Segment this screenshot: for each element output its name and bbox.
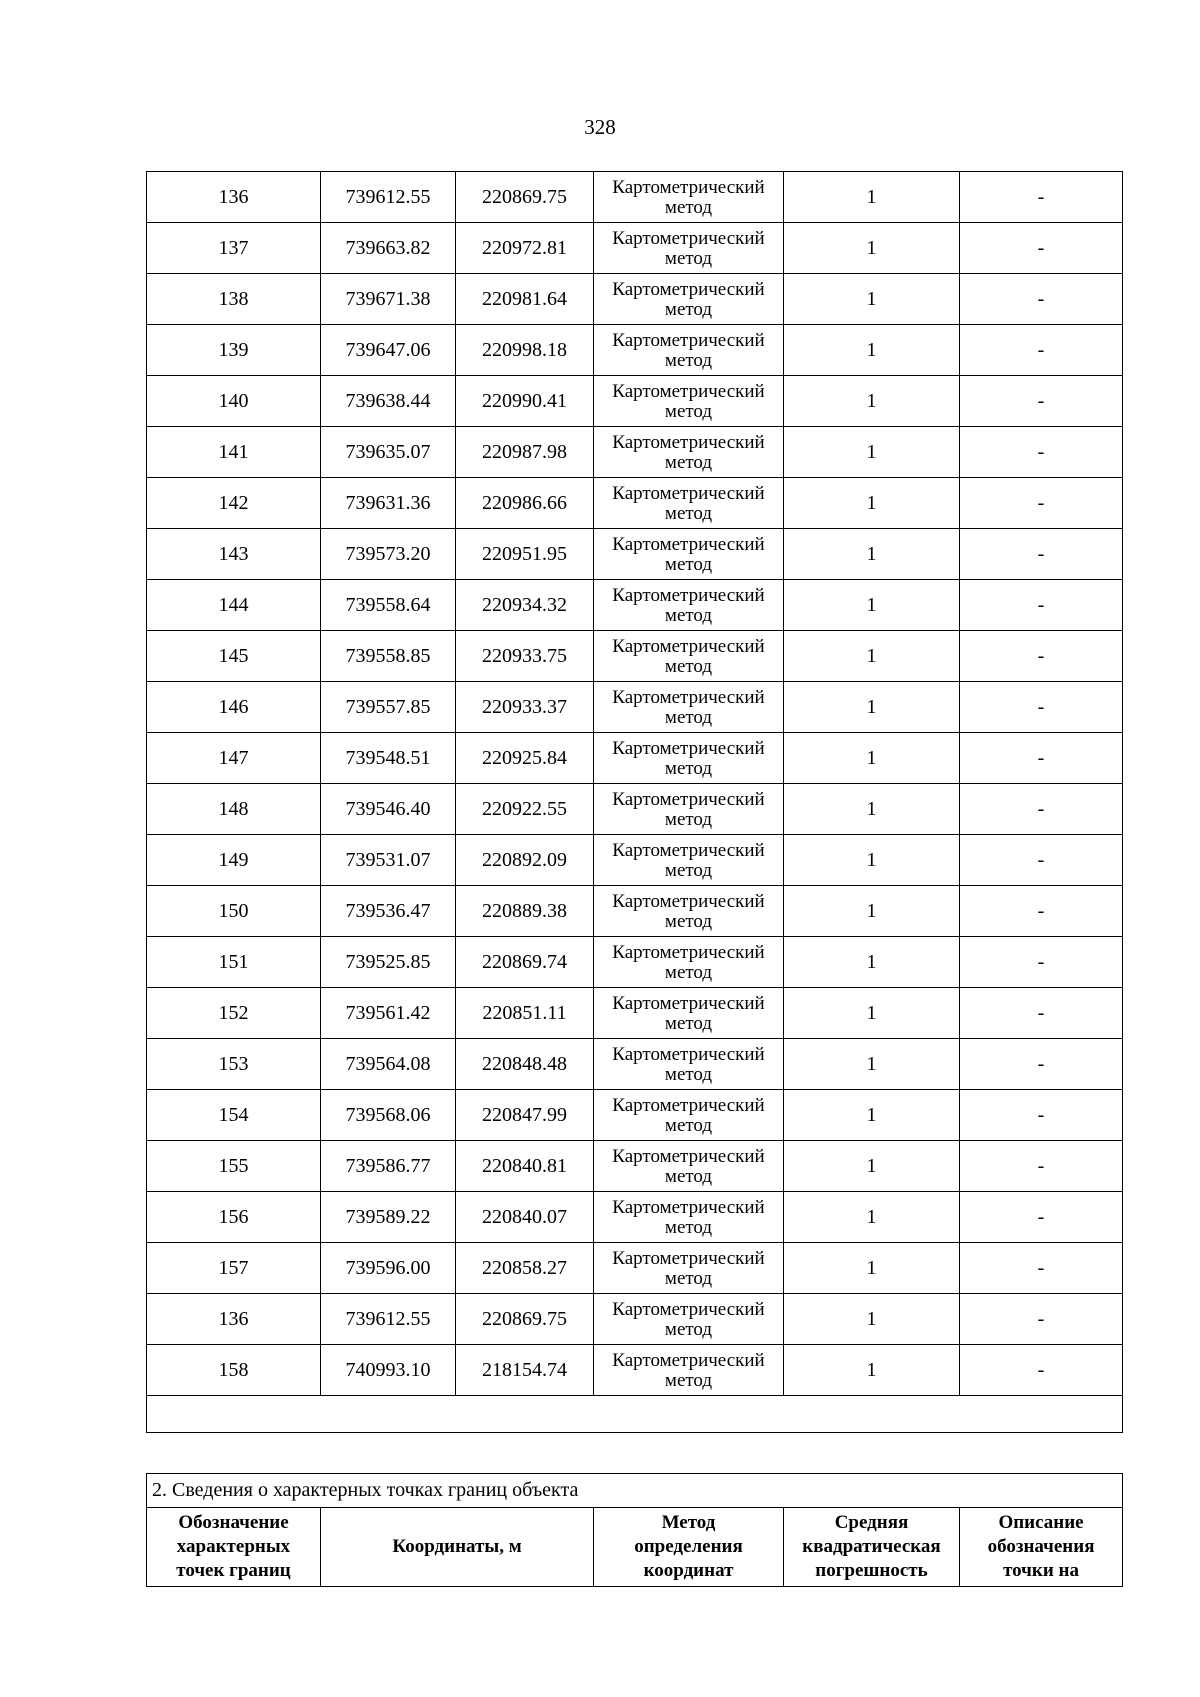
coordinate-y-cell: 220998.18 xyxy=(456,325,594,376)
table-row xyxy=(147,172,1123,223)
coordinate-x-cell: 739647.06 xyxy=(321,325,456,376)
point-number-cell: 147 xyxy=(147,733,321,784)
point-description-cell: - xyxy=(960,1192,1123,1243)
coordinate-y-cell: 220851.11 xyxy=(456,988,594,1039)
point-number-cell: 144 xyxy=(147,580,321,631)
mean-square-error-cell: 1 xyxy=(784,1345,960,1396)
coordinate-y-cell: 220972.81 xyxy=(456,223,594,274)
coordinate-x-cell: 739564.08 xyxy=(321,1039,456,1090)
mean-square-error-cell: 1 xyxy=(784,325,960,376)
table-row xyxy=(147,1141,1123,1192)
coordinate-x-cell: 739638.44 xyxy=(321,376,456,427)
point-description-cell: - xyxy=(960,784,1123,835)
table-row xyxy=(147,376,1123,427)
method-cell: Картометрический метод xyxy=(594,784,784,835)
method-cell: Картометрический метод xyxy=(594,1192,784,1243)
point-description-cell: - xyxy=(960,1345,1123,1396)
mean-square-error-cell: 1 xyxy=(784,427,960,478)
method-cell: Картометрический метод xyxy=(594,1039,784,1090)
point-description-cell: - xyxy=(960,937,1123,988)
coordinate-x-cell: 739546.40 xyxy=(321,784,456,835)
point-description-cell: - xyxy=(960,529,1123,580)
method-cell: Картометрический метод xyxy=(594,682,784,733)
point-description-cell: - xyxy=(960,1243,1123,1294)
coordinate-y-cell: 220892.09 xyxy=(456,835,594,886)
point-description-cell: - xyxy=(960,631,1123,682)
coordinate-x-cell: 739568.06 xyxy=(321,1090,456,1141)
mean-square-error-cell: 1 xyxy=(784,937,960,988)
point-number-cell: 158 xyxy=(147,1345,321,1396)
coordinate-x-cell: 739561.42 xyxy=(321,988,456,1039)
coordinate-y-cell: 220951.95 xyxy=(456,529,594,580)
coordinate-x-cell: 739558.64 xyxy=(321,580,456,631)
method-cell: Картометрический метод xyxy=(594,223,784,274)
table-row xyxy=(147,733,1123,784)
table-row xyxy=(147,274,1123,325)
coordinate-x-cell: 739631.36 xyxy=(321,478,456,529)
section2-table xyxy=(146,1473,1123,1587)
coordinate-y-cell: 220840.07 xyxy=(456,1192,594,1243)
coordinate-y-cell: 220933.37 xyxy=(456,682,594,733)
mean-square-error-cell: 1 xyxy=(784,886,960,937)
method-cell: Картометрический метод xyxy=(594,580,784,631)
mean-square-error-cell: 1 xyxy=(784,172,960,223)
mean-square-error-cell: 1 xyxy=(784,478,960,529)
point-description-cell: - xyxy=(960,835,1123,886)
point-description-cell: - xyxy=(960,376,1123,427)
point-number-cell: 139 xyxy=(147,325,321,376)
coordinate-y-cell: 220869.75 xyxy=(456,172,594,223)
table-row xyxy=(147,325,1123,376)
mean-square-error-cell: 1 xyxy=(784,580,960,631)
point-number-cell: 153 xyxy=(147,1039,321,1090)
point-number-cell: 148 xyxy=(147,784,321,835)
point-description-cell: - xyxy=(960,988,1123,1039)
coordinate-y-cell: 220840.81 xyxy=(456,1141,594,1192)
table-row xyxy=(147,1294,1123,1345)
method-cell: Картометрический метод xyxy=(594,733,784,784)
table-row xyxy=(147,835,1123,886)
header-point-designation: Обозначение характерных точек границ xyxy=(147,1508,321,1587)
point-number-cell: 136 xyxy=(147,1294,321,1345)
section2-title: 2. Сведения о характерных точках границ объекта xyxy=(147,1474,1123,1508)
method-cell: Картометрический метод xyxy=(594,427,784,478)
coordinate-y-cell: 220869.75 xyxy=(456,1294,594,1345)
table-row xyxy=(147,1345,1123,1396)
method-cell: Картометрический метод xyxy=(594,631,784,682)
method-cell: Картометрический метод xyxy=(594,529,784,580)
table-row xyxy=(147,223,1123,274)
mean-square-error-cell: 1 xyxy=(784,1294,960,1345)
coordinate-x-cell: 739548.51 xyxy=(321,733,456,784)
point-description-cell: - xyxy=(960,580,1123,631)
coordinate-y-cell: 220925.84 xyxy=(456,733,594,784)
coordinates-table-body xyxy=(147,172,1123,1433)
table-row xyxy=(147,886,1123,937)
method-cell: Картометрический метод xyxy=(594,835,784,886)
coordinate-y-cell: 220987.98 xyxy=(456,427,594,478)
mean-square-error-cell: 1 xyxy=(784,529,960,580)
mean-square-error-cell: 1 xyxy=(784,1141,960,1192)
point-number-cell: 155 xyxy=(147,1141,321,1192)
mean-square-error-cell: 1 xyxy=(784,988,960,1039)
mean-square-error-cell: 1 xyxy=(784,1039,960,1090)
coordinates-table xyxy=(146,171,1123,1433)
point-number-cell: 137 xyxy=(147,223,321,274)
coordinate-x-cell: 739557.85 xyxy=(321,682,456,733)
coordinate-y-cell: 220981.64 xyxy=(456,274,594,325)
method-cell: Картометрический метод xyxy=(594,376,784,427)
point-number-cell: 138 xyxy=(147,274,321,325)
point-number-cell: 154 xyxy=(147,1090,321,1141)
table-row xyxy=(147,631,1123,682)
coordinate-x-cell: 739531.07 xyxy=(321,835,456,886)
method-cell: Картометрический метод xyxy=(594,1243,784,1294)
table-row xyxy=(147,1192,1123,1243)
header-method: Метод определения координат xyxy=(594,1508,784,1587)
coordinate-y-cell: 220934.32 xyxy=(456,580,594,631)
table-row xyxy=(147,580,1123,631)
coordinate-y-cell: 220848.48 xyxy=(456,1039,594,1090)
method-cell: Картометрический метод xyxy=(594,1294,784,1345)
coordinate-y-cell: 220986.66 xyxy=(456,478,594,529)
method-cell: Картометрический метод xyxy=(594,886,784,937)
point-number-cell: 157 xyxy=(147,1243,321,1294)
coordinate-x-cell: 739586.77 xyxy=(321,1141,456,1192)
coordinate-y-cell: 218154.74 xyxy=(456,1345,594,1396)
table-row xyxy=(147,784,1123,835)
table-row xyxy=(147,1090,1123,1141)
point-number-cell: 146 xyxy=(147,682,321,733)
coordinate-x-cell: 739558.85 xyxy=(321,631,456,682)
mean-square-error-cell: 1 xyxy=(784,631,960,682)
point-number-cell: 151 xyxy=(147,937,321,988)
point-number-cell: 145 xyxy=(147,631,321,682)
point-number-cell: 141 xyxy=(147,427,321,478)
coordinate-x-cell: 739671.38 xyxy=(321,274,456,325)
table-row xyxy=(147,1243,1123,1294)
method-cell: Картометрический метод xyxy=(594,1090,784,1141)
mean-square-error-cell: 1 xyxy=(784,1090,960,1141)
table-row xyxy=(147,937,1123,988)
coordinate-y-cell: 220869.74 xyxy=(456,937,594,988)
header-coordinates: Координаты, м xyxy=(321,1508,594,1587)
point-number-cell: 142 xyxy=(147,478,321,529)
coordinate-x-cell: 739635.07 xyxy=(321,427,456,478)
point-description-cell: - xyxy=(960,682,1123,733)
coordinate-x-cell: 739596.00 xyxy=(321,1243,456,1294)
method-cell: Картометрический метод xyxy=(594,274,784,325)
point-number-cell: 156 xyxy=(147,1192,321,1243)
coordinate-y-cell: 220922.55 xyxy=(456,784,594,835)
empty-cell xyxy=(147,1396,1123,1433)
point-description-cell: - xyxy=(960,1141,1123,1192)
coordinate-x-cell: 739612.55 xyxy=(321,1294,456,1345)
page-number: 328 xyxy=(584,115,616,139)
point-description-cell: - xyxy=(960,1039,1123,1090)
point-number-cell: 152 xyxy=(147,988,321,1039)
coordinate-x-cell: 739589.22 xyxy=(321,1192,456,1243)
coordinate-y-cell: 220933.75 xyxy=(456,631,594,682)
mean-square-error-cell: 1 xyxy=(784,835,960,886)
point-description-cell: - xyxy=(960,427,1123,478)
coordinate-y-cell: 220858.27 xyxy=(456,1243,594,1294)
header-mean-square-error: Средняя квадратическая погрешность xyxy=(784,1508,960,1587)
point-description-cell: - xyxy=(960,223,1123,274)
mean-square-error-cell: 1 xyxy=(784,223,960,274)
point-description-cell: - xyxy=(960,478,1123,529)
method-cell: Картометрический метод xyxy=(594,1345,784,1396)
mean-square-error-cell: 1 xyxy=(784,274,960,325)
point-number-cell: 150 xyxy=(147,886,321,937)
method-cell: Картометрический метод xyxy=(594,325,784,376)
coordinate-x-cell: 740993.10 xyxy=(321,1345,456,1396)
table-row xyxy=(147,1039,1123,1090)
table-row xyxy=(147,682,1123,733)
coordinate-x-cell: 739612.55 xyxy=(321,172,456,223)
point-description-cell: - xyxy=(960,172,1123,223)
mean-square-error-cell: 1 xyxy=(784,1243,960,1294)
method-cell: Картометрический метод xyxy=(594,937,784,988)
point-number-cell: 136 xyxy=(147,172,321,223)
point-number-cell: 149 xyxy=(147,835,321,886)
coordinate-y-cell: 220990.41 xyxy=(456,376,594,427)
method-cell: Картометрический метод xyxy=(594,988,784,1039)
table-row xyxy=(147,478,1123,529)
point-description-cell: - xyxy=(960,1090,1123,1141)
coordinate-x-cell: 739525.85 xyxy=(321,937,456,988)
table-row xyxy=(147,529,1123,580)
point-description-cell: - xyxy=(960,886,1123,937)
mean-square-error-cell: 1 xyxy=(784,682,960,733)
mean-square-error-cell: 1 xyxy=(784,376,960,427)
coordinate-y-cell: 220847.99 xyxy=(456,1090,594,1141)
method-cell: Картометрический метод xyxy=(594,172,784,223)
section2-title-row xyxy=(147,1474,1123,1508)
header-point-description: Описание обозначения точки на xyxy=(960,1508,1123,1587)
point-number-cell: 140 xyxy=(147,376,321,427)
mean-square-error-cell: 1 xyxy=(784,733,960,784)
coordinate-x-cell: 739573.20 xyxy=(321,529,456,580)
mean-square-error-cell: 1 xyxy=(784,784,960,835)
method-cell: Картометрический метод xyxy=(594,478,784,529)
point-description-cell: - xyxy=(960,733,1123,784)
point-description-cell: - xyxy=(960,1294,1123,1345)
coordinate-y-cell: 220889.38 xyxy=(456,886,594,937)
coordinate-x-cell: 739536.47 xyxy=(321,886,456,937)
empty-row xyxy=(147,1396,1123,1433)
point-description-cell: - xyxy=(960,325,1123,376)
point-description-cell: - xyxy=(960,274,1123,325)
table-row xyxy=(147,988,1123,1039)
table-row xyxy=(147,427,1123,478)
point-number-cell: 143 xyxy=(147,529,321,580)
mean-square-error-cell: 1 xyxy=(784,1192,960,1243)
method-cell: Картометрический метод xyxy=(594,1141,784,1192)
coordinate-x-cell: 739663.82 xyxy=(321,223,456,274)
section2-header-row xyxy=(147,1508,1123,1587)
